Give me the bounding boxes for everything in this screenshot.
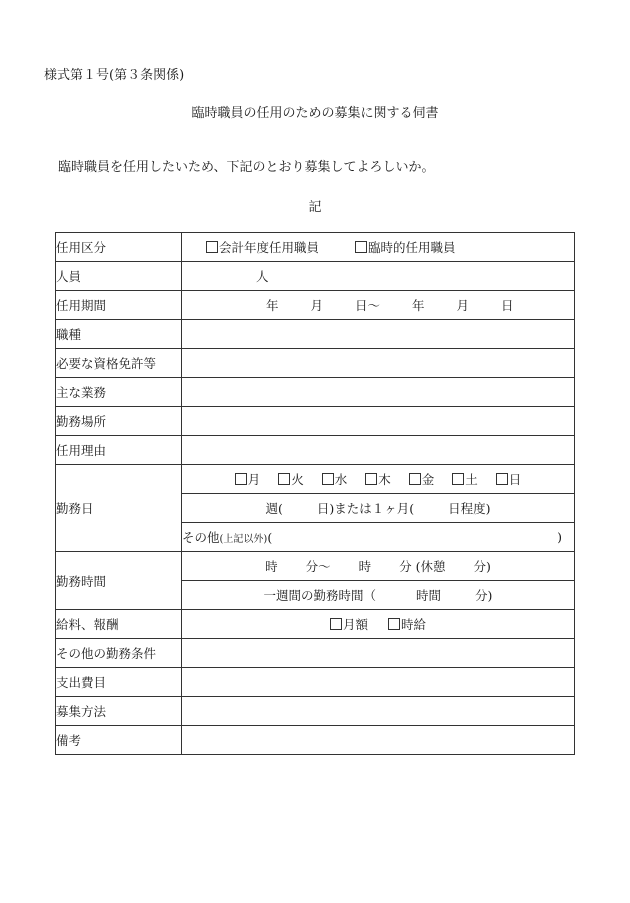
checkbox-icon (452, 473, 464, 485)
ki-heading: 記 (308, 200, 322, 215)
value-method[interactable] (182, 697, 575, 726)
row-license (56, 349, 575, 378)
day-fri[interactable]: 金 (409, 472, 435, 487)
value-job-type[interactable] (182, 320, 575, 349)
unit-person: 人 (256, 269, 269, 284)
hours-end-hour: 時 (358, 559, 372, 574)
period-start-day: 日～ (355, 298, 381, 313)
value-staff[interactable] (182, 262, 575, 291)
label-remarks: 備考 (56, 726, 182, 755)
checkbox-icon (409, 473, 421, 485)
row-duties (56, 378, 575, 407)
hours-start-min: 分～ (305, 559, 331, 574)
value-reason[interactable] (182, 436, 575, 465)
row-reason (56, 436, 575, 465)
label-staff: 人員 (56, 262, 182, 291)
period-start-year: 年 (266, 298, 279, 313)
day-thu[interactable]: 木 (365, 472, 391, 487)
hours-end-min: 分 (399, 559, 412, 574)
hours-rest-open: (休憩 (415, 559, 446, 574)
checkbox-icon (322, 473, 334, 485)
label-method: 募集方法 (56, 697, 182, 726)
value-hours-time[interactable] (182, 552, 575, 581)
pay-hourly[interactable]: 時給 (388, 617, 426, 632)
row-pay (56, 610, 575, 639)
value-hours-weekly[interactable] (182, 581, 575, 610)
value-workdays-frequency[interactable] (182, 494, 575, 523)
weekly-prefix: 一週間の勤務時間（ (263, 588, 377, 603)
label-job-type: 職種 (56, 320, 182, 349)
value-period[interactable] (182, 291, 575, 320)
other-note: (上記以外) (219, 534, 268, 545)
value-other-conditions[interactable] (182, 639, 575, 668)
row-job-type (56, 320, 575, 349)
checkbox-fiscal-year-staff[interactable] (206, 241, 218, 253)
option-temporary-staff: 臨時的任用職員 (367, 240, 456, 255)
period-end-year: 年 (412, 298, 425, 313)
row-category (56, 233, 575, 262)
week-close: 日程度) (448, 501, 491, 516)
period-start-month: 月 (310, 298, 324, 313)
checkbox-icon (330, 618, 342, 630)
row-hours-1 (56, 552, 575, 581)
label-hours: 勤務時間 (56, 552, 182, 610)
form-number: 様式第１号(第３条関係) (44, 68, 185, 83)
label-duties: 主な業務 (56, 378, 182, 407)
pay-monthly[interactable]: 月額 (330, 617, 368, 632)
day-wed[interactable]: 水 (322, 472, 348, 487)
hours-start-hour: 時 (265, 559, 278, 574)
label-category: 任用区分 (56, 233, 182, 262)
row-expense (56, 668, 575, 697)
value-expense[interactable] (182, 668, 575, 697)
checkbox-icon (496, 473, 508, 485)
value-category (182, 233, 575, 262)
document-title: 臨時職員の任用のための募集に関する伺書 (191, 106, 439, 121)
period-end-month: 月 (456, 298, 470, 313)
label-other-conditions: その他の勤務条件 (56, 639, 182, 668)
weekly-close: 分) (475, 588, 493, 603)
label-pay: 給料、報酬 (56, 610, 182, 639)
value-workdays-other[interactable] (182, 523, 575, 552)
value-duties[interactable] (182, 378, 575, 407)
value-license[interactable] (182, 349, 575, 378)
weekly-hour: 時間 (416, 588, 442, 603)
label-place: 勤務場所 (56, 407, 182, 436)
label-expense: 支出費目 (56, 668, 182, 697)
value-place[interactable] (182, 407, 575, 436)
checkbox-temporary-staff[interactable] (355, 241, 367, 253)
other-open-paren: ( (267, 530, 273, 545)
row-place (56, 407, 575, 436)
value-workdays-days (182, 465, 575, 494)
other-close-paren: ) (557, 529, 562, 545)
label-reason: 任用理由 (56, 436, 182, 465)
intro-text: 臨時職員を任用したいため、下記のとおり募集してよろしいか。 (58, 160, 435, 175)
checkbox-icon (278, 473, 290, 485)
option-fiscal-year-staff: 会計年度任用職員 (218, 240, 319, 255)
other-prefix: その他 (182, 530, 220, 545)
day-tue[interactable]: 火 (278, 472, 304, 487)
value-remarks[interactable] (182, 726, 575, 755)
label-period: 任用期間 (56, 291, 182, 320)
week-mid: 日)または１ヶ月( (316, 501, 415, 516)
day-mon[interactable]: 月 (235, 472, 261, 487)
row-method (56, 697, 575, 726)
value-pay (182, 610, 575, 639)
label-workdays: 勤務日 (56, 465, 182, 552)
day-sat[interactable]: 土 (452, 472, 478, 487)
checkbox-icon (388, 618, 400, 630)
label-license: 必要な資格免許等 (56, 349, 182, 378)
week-open: 週( (265, 501, 283, 516)
day-sun[interactable]: 日 (496, 472, 522, 487)
checkbox-icon (235, 473, 247, 485)
row-period (56, 291, 575, 320)
row-staff (56, 262, 575, 291)
recruitment-form-table (55, 232, 575, 755)
row-remarks (56, 726, 575, 755)
row-workdays-1 (56, 465, 575, 494)
row-other-conditions (56, 639, 575, 668)
checkbox-icon (365, 473, 377, 485)
hours-rest-close: 分) (473, 559, 491, 574)
period-end-day: 日 (501, 298, 514, 313)
